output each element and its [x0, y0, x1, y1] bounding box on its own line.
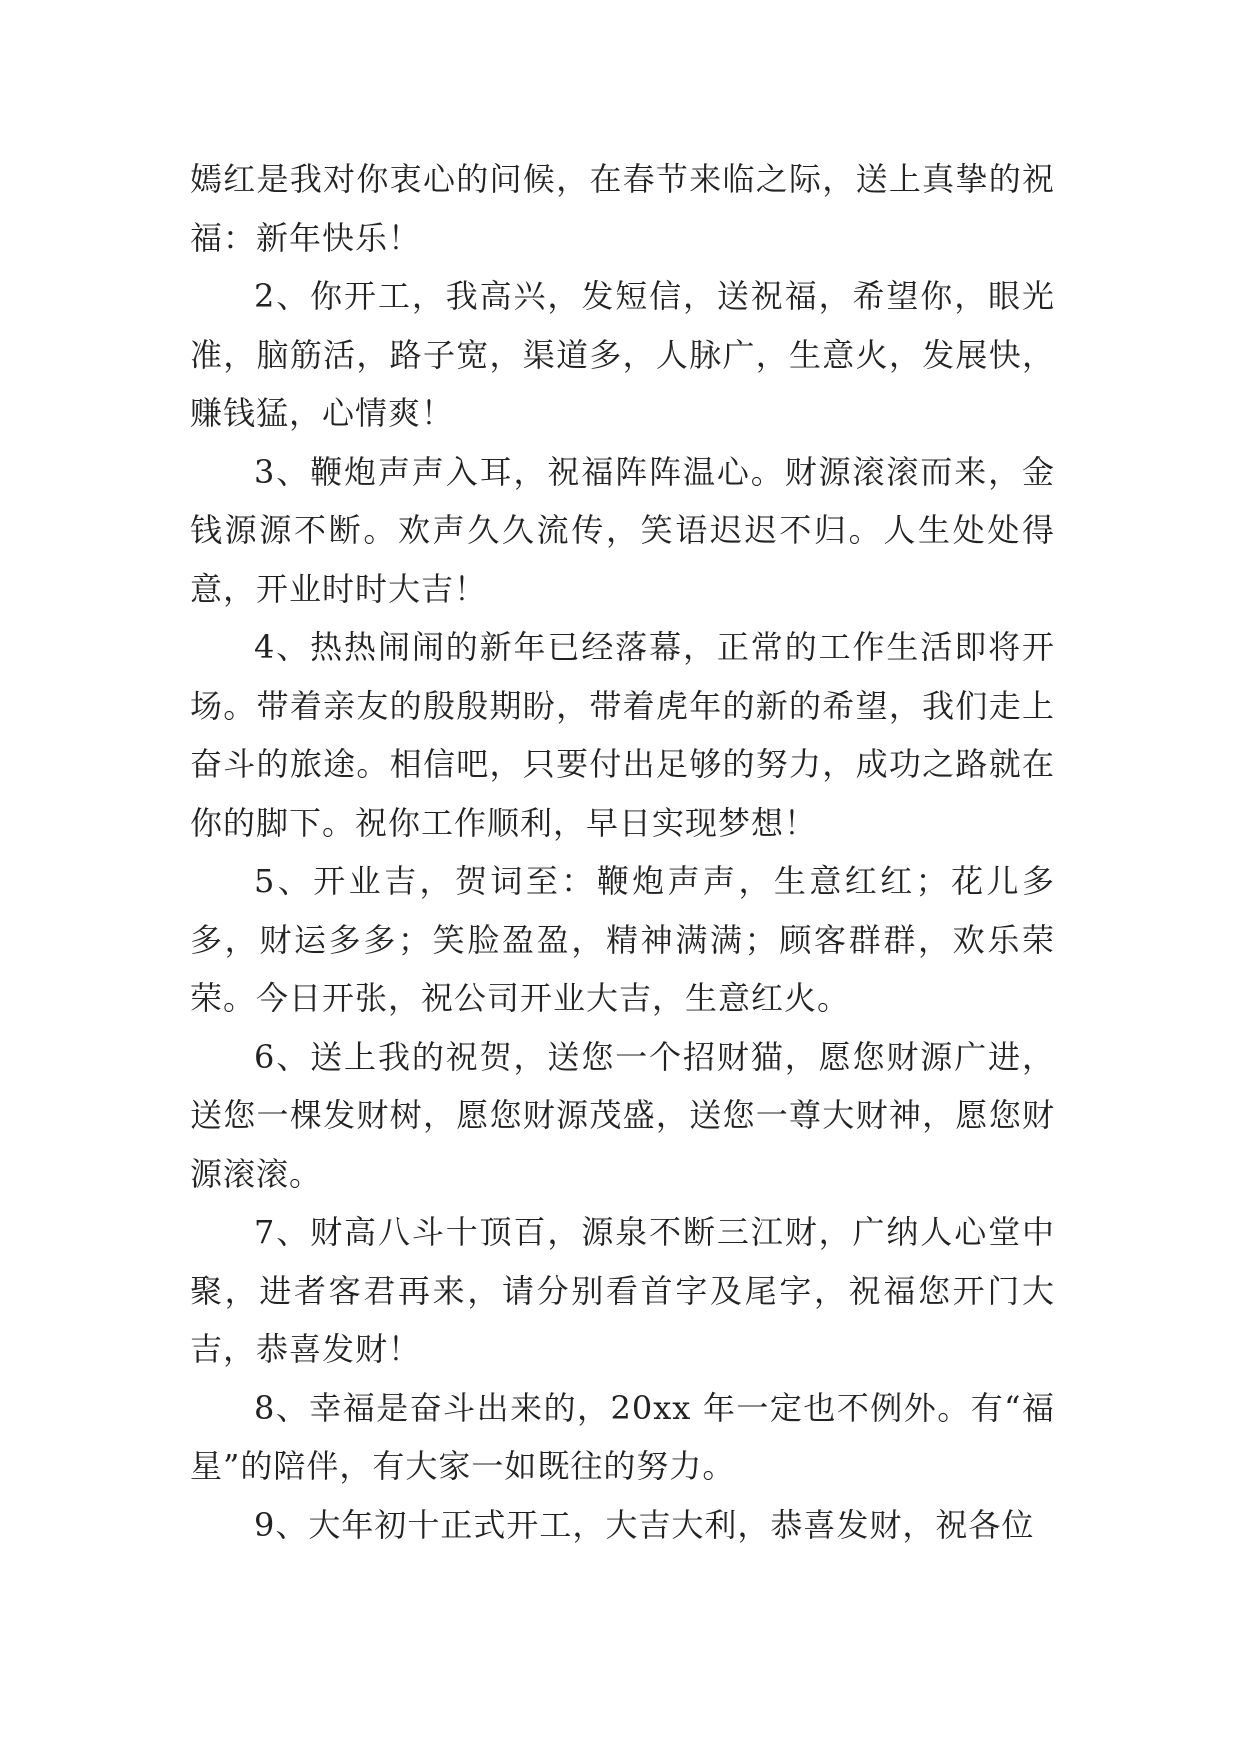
paragraph-item-6: 6、送上我的祝贺，送您一个招财猫，愿您财源广进，送您一棵发财树，愿您财源茂盛，送您一尊大财神，愿您财源滚滚。	[190, 1037, 1055, 1193]
paragraph-item-7: 7、财高八斗十顶百，源泉不断三江财，广纳人心堂中聚，进者客君再来，请分别看首字及尾字，祝福您开门大吉，恭喜发财！	[190, 1213, 1055, 1368]
document-page	[190, 150, 1055, 1554]
paragraph-item-3: 3、鞭炮声声入耳，祝福阵阵温心。财源滚滚而来，金钱源源不断。欢声久久流传，笑语迟迟不归。人生处处得意，开业时时大吉！	[190, 452, 1055, 608]
paragraph-item-8: 8、幸福是奋斗出来的，20xx 年一定也不例外。有“福星”的陪伴，有大家一如既往的努力。	[190, 1388, 1055, 1485]
paragraph-item-4: 4、热热闹闹的新年已经落幕，正常的工作生活即将开场。带着亲友的殷殷期盼，带着虎年的新的希望，我们走上奋斗的旅途。相信吧，只要付出足够的努力，成功之路就在你的脚下。祝你工作顺利，早日实现梦想！	[190, 628, 1055, 842]
paragraph-item-5: 5、开业吉，贺词至：鞭炮声声，生意红红；花儿多多，财运多多；笑脸盈盈，精神满满；顾客群群，欢乐荣荣。今日开张，祝公司开业大吉，生意红火。	[190, 862, 1055, 1017]
paragraph-item-9: 9、大年初十正式开工，大吉大利，恭喜发财，祝各位	[254, 1505, 1035, 1544]
paragraph-item-2: 2、你开工，我高兴，发短信，送祝福，希望你，眼光准，脑筋活，路子宽，渠道多，人脉广，生意火，发展快，赚钱猛，心情爽！	[190, 277, 1055, 432]
paragraph-continuation: 嫣红是我对你衷心的问候，在春节来临之际，送上真挚的祝福：新年快乐！	[190, 160, 1055, 257]
